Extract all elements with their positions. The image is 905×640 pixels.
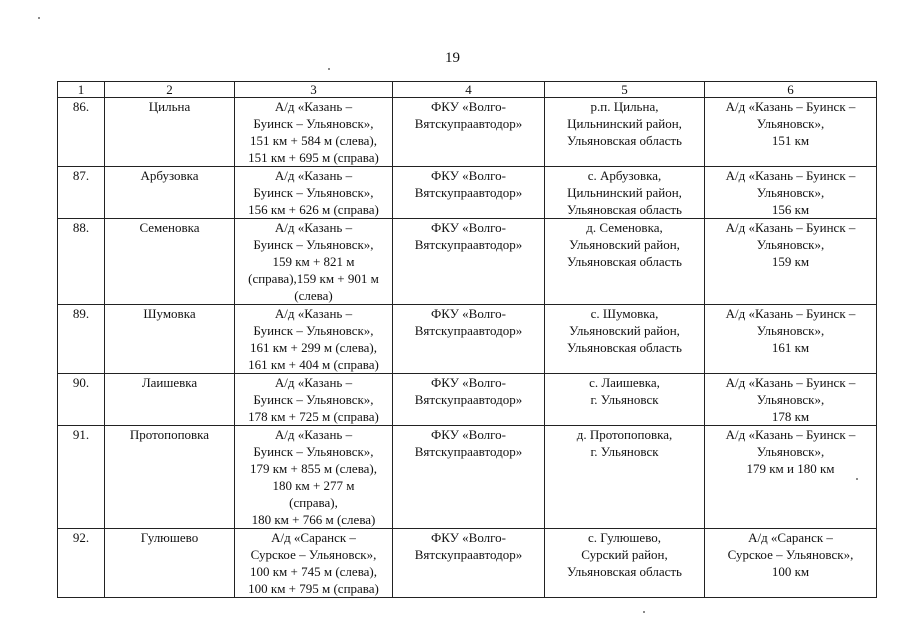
road-location-cell <box>235 219 393 305</box>
address-line: Ульяновский район, <box>569 323 680 338</box>
road-location-line: Буинск – Ульяновск», <box>253 392 374 407</box>
route-line: А/д «Казань – Буинск – <box>725 375 856 390</box>
address-line: с. Арбузовка, <box>587 168 662 183</box>
road-location-line: А/д «Казань – <box>274 99 353 114</box>
row-number-cell: 88. <box>58 219 105 305</box>
address-line: д. Протопоповка, <box>576 427 673 442</box>
road-location-line: А/д «Казань – <box>274 375 353 390</box>
route-cell <box>705 305 877 374</box>
route-cell <box>705 426 877 529</box>
owner-cell <box>393 305 545 374</box>
scan-speck <box>643 611 645 613</box>
route-line: Ульяновск», <box>756 116 825 131</box>
address-line: Ульяновская область <box>567 340 682 355</box>
column-header: 2 <box>105 82 235 98</box>
table-row <box>58 374 877 426</box>
row-number-cell: 90. <box>58 374 105 426</box>
owner-line: Вятскупраавтодор» <box>414 547 523 562</box>
road-location-cell <box>235 374 393 426</box>
address-line: с. Шумовка, <box>590 306 659 321</box>
settlement-name-cell: Шумовка <box>105 305 235 374</box>
registry-table <box>57 81 877 598</box>
route-cell <box>705 167 877 219</box>
address-line: Цильнинский район, <box>567 116 682 131</box>
road-location-cell <box>235 167 393 219</box>
route-line: А/д «Саранск – <box>748 530 833 545</box>
address-line: г. Ульяновск <box>590 444 659 459</box>
road-location-line: А/д «Казань – <box>274 306 353 321</box>
settlement-name-cell: Арбузовка <box>105 167 235 219</box>
road-location-line: Буинск – Ульяновск», <box>253 237 374 252</box>
address-line: Сурский район, <box>581 547 668 562</box>
table-row <box>58 305 877 374</box>
address-line: Ульяновский район, <box>569 237 680 252</box>
road-location-line: А/д «Саранск – <box>271 530 356 545</box>
table-row <box>58 98 877 167</box>
owner-line: Вятскупраавтодор» <box>414 323 523 338</box>
settlement-name-cell: Цильна <box>105 98 235 167</box>
road-location-line: 180 км + 277 м <box>272 478 355 493</box>
address-cell <box>545 167 705 219</box>
address-cell <box>545 98 705 167</box>
road-location-line: (слева) <box>294 288 333 303</box>
road-location-line: А/д «Казань – <box>274 427 353 442</box>
owner-line: Вятскупраавтодор» <box>414 116 523 131</box>
road-location-line: А/д «Казань – <box>274 168 353 183</box>
column-header: 6 <box>705 82 877 98</box>
settlement-name-cell: Гулюшево <box>105 529 235 598</box>
route-line: А/д «Казань – Буинск – <box>725 168 856 183</box>
route-cell <box>705 98 877 167</box>
road-location-line: (справа), <box>289 495 338 510</box>
table-row <box>58 219 877 305</box>
route-line: 161 км <box>771 340 810 355</box>
address-cell <box>545 374 705 426</box>
address-line: Ульяновская область <box>567 133 682 148</box>
road-location-line: 151 км + 584 м (слева), <box>249 133 378 148</box>
route-line: А/д «Казань – Буинск – <box>725 220 856 235</box>
road-location-line: 151 км + 695 м (справа) <box>248 150 379 165</box>
route-line: А/д «Казань – Буинск – <box>725 427 856 442</box>
owner-line: ФКУ «Волго- <box>431 220 506 235</box>
route-cell <box>705 219 877 305</box>
road-location-line: А/д «Казань – <box>274 220 353 235</box>
address-line: Ульяновская область <box>567 254 682 269</box>
route-line: 100 км <box>771 564 810 579</box>
route-line: Ульяновск», <box>756 237 825 252</box>
address-cell <box>545 305 705 374</box>
road-location-line: Буинск – Ульяновск», <box>253 185 374 200</box>
route-line: Сурское – Ульяновск», <box>727 547 854 562</box>
address-line: д. Семеновка, <box>586 220 663 235</box>
owner-cell <box>393 374 545 426</box>
column-header: 1 <box>58 82 105 98</box>
owner-line: ФКУ «Волго- <box>431 168 506 183</box>
owner-line: ФКУ «Волго- <box>431 427 506 442</box>
address-line: г. Ульяновск <box>590 392 659 407</box>
address-cell <box>545 219 705 305</box>
address-cell <box>545 426 705 529</box>
road-location-line: 156 км + 626 м (справа) <box>248 202 379 217</box>
address-line: с. Гулюшево, <box>588 530 661 545</box>
road-location-line: Буинск – Ульяновск», <box>253 323 374 338</box>
road-location-line: 100 км + 795 м (справа) <box>248 581 379 596</box>
road-location-line: 100 км + 745 м (слева), <box>249 564 378 579</box>
row-number-cell: 86. <box>58 98 105 167</box>
route-cell <box>705 374 877 426</box>
address-cell <box>545 529 705 598</box>
road-location-line: 161 км + 299 м (слева), <box>249 340 378 355</box>
scan-speck <box>38 17 40 19</box>
road-location-line: (справа),159 км + 901 м <box>248 271 379 286</box>
road-location-cell <box>235 98 393 167</box>
settlement-name-cell: Семеновка <box>105 219 235 305</box>
owner-cell <box>393 426 545 529</box>
table-header-row <box>58 82 877 98</box>
settlement-name-cell: Лаишевка <box>105 374 235 426</box>
owner-line: ФКУ «Волго- <box>431 306 506 321</box>
route-line: Ульяновск», <box>756 185 825 200</box>
road-location-line: Буинск – Ульяновск», <box>253 444 374 459</box>
route-line: А/д «Казань – Буинск – <box>725 306 856 321</box>
settlement-name-cell: Протопоповка <box>105 426 235 529</box>
route-line: 179 км и 180 км <box>746 461 835 476</box>
route-line: Ульяновск», <box>756 392 825 407</box>
road-location-cell <box>235 426 393 529</box>
owner-line: ФКУ «Волго- <box>431 99 506 114</box>
row-number-cell: 89. <box>58 305 105 374</box>
scan-speck <box>856 478 858 480</box>
owner-cell <box>393 98 545 167</box>
table-row <box>58 426 877 529</box>
road-location-line: 178 км + 725 м (справа) <box>248 409 379 424</box>
owner-cell <box>393 167 545 219</box>
column-header: 3 <box>235 82 393 98</box>
owner-cell <box>393 219 545 305</box>
road-location-line: Сурское – Ульяновск», <box>250 547 377 562</box>
scan-speck <box>328 68 330 70</box>
row-number-cell: 91. <box>58 426 105 529</box>
route-line: 156 км <box>771 202 810 217</box>
page-number: 19 <box>445 50 460 66</box>
road-location-cell <box>235 305 393 374</box>
table-row <box>58 529 877 598</box>
route-line: Ульяновск», <box>756 444 825 459</box>
route-cell <box>705 529 877 598</box>
route-line: 151 км <box>771 133 810 148</box>
road-location-line: 159 км + 821 м <box>272 254 355 269</box>
road-location-line: 179 км + 855 м (слева), <box>249 461 378 476</box>
road-location-line: 161 км + 404 м (справа) <box>248 357 379 372</box>
route-line: 159 км <box>771 254 810 269</box>
column-header: 4 <box>393 82 545 98</box>
column-header: 5 <box>545 82 705 98</box>
owner-line: Вятскупраавтодор» <box>414 237 523 252</box>
owner-cell <box>393 529 545 598</box>
address-line: р.п. Цильна, <box>590 99 659 114</box>
table-row <box>58 167 877 219</box>
owner-line: Вятскупраавтодор» <box>414 392 523 407</box>
road-location-line: Буинск – Ульяновск», <box>253 116 374 131</box>
road-location-cell <box>235 529 393 598</box>
owner-line: Вятскупраавтодор» <box>414 444 523 459</box>
owner-line: Вятскупраавтодор» <box>414 185 523 200</box>
address-line: Ульяновская область <box>567 564 682 579</box>
route-line: 178 км <box>771 409 810 424</box>
route-line: А/д «Казань – Буинск – <box>725 99 856 114</box>
owner-line: ФКУ «Волго- <box>431 530 506 545</box>
row-number-cell: 87. <box>58 167 105 219</box>
address-line: Цильнинский район, <box>567 185 682 200</box>
route-line: Ульяновск», <box>756 323 825 338</box>
address-line: Ульяновская область <box>567 202 682 217</box>
owner-line: ФКУ «Волго- <box>431 375 506 390</box>
address-line: с. Лаишевка, <box>589 375 660 390</box>
road-location-line: 180 км + 766 м (слева) <box>251 512 376 527</box>
row-number-cell: 92. <box>58 529 105 598</box>
